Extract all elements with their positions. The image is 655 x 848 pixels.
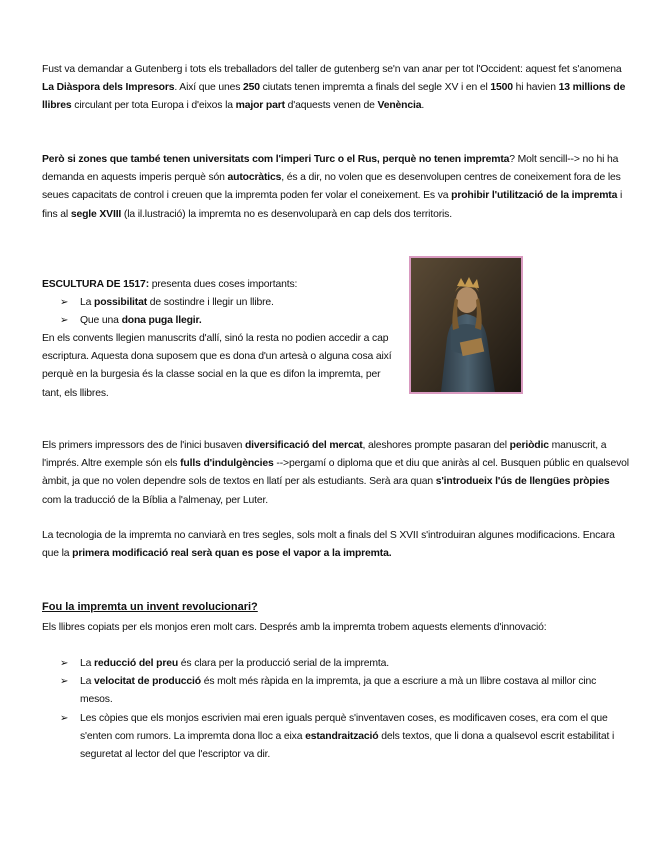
bold-text: 1500 — [490, 82, 513, 94]
arrow-bullet-icon: ➢ — [60, 712, 69, 724]
arrow-bullet-icon: ➢ — [60, 315, 69, 327]
text: dels textos, que li dona a qualsevol escrit estabilitat i seguretat al lector del que l'escriptor va dir. — [80, 730, 615, 761]
text: com la traducció de la Bíblia a l'almenay, per Luter. — [42, 494, 269, 506]
bold-text: estandraització — [305, 730, 379, 742]
innovation-bullet-list — [60, 655, 630, 764]
text: Els primers impressors des de l'inici busaven — [42, 440, 245, 451]
text: Fust va demandar a Gutenberg i tots els treballadors del taller de gutenberg se'n van anar per tot l'Occident: aquest fet s'anomena — [42, 64, 622, 75]
text: -->pergamí o diploma que et diu que aniràs al cel. Busquen públic en qualsevol àmbit, ja que no volen dependre sols de textos en llatí per als estudiants. Serà ara quan — [42, 458, 629, 488]
arrow-bullet-icon: ➢ — [60, 297, 69, 308]
bold-text: ESCULTURA DE 1517: — [42, 279, 149, 290]
paragraph-diaspora — [42, 61, 630, 116]
text: i fins al — [42, 190, 623, 220]
bold-text: primera modificació real serà quan es pose el vapor a la impremta. — [72, 548, 392, 560]
sculpture-photo-icon — [409, 256, 523, 394]
paragraph-technology — [42, 527, 630, 563]
bold-text: possibilitat — [94, 297, 148, 308]
paragraph-monks — [42, 619, 630, 637]
text: , és a dir, no volen que es desenvolupen centres de coneixement fora de les seues capacitats de control i creuen que la impremta poden fer volar el coneixement. Es va — [42, 172, 621, 202]
text: manuscrit, a l'imprés. Altre exemple són els — [42, 440, 607, 470]
arrow-bullet-icon: ➢ — [60, 676, 69, 688]
text: La — [80, 676, 94, 688]
list-item — [60, 312, 390, 330]
text: , aleshores prompte pasaran del — [362, 440, 510, 451]
bold-text: Venència — [377, 100, 422, 112]
text: ? Molt sencill--> no hi ha demanda en aquests imperis perquè són — [42, 154, 619, 184]
text: La tecnologia de la impremta no canviarà en tres segles, sols molt a finals del S XVII s'introduiran algunes modificacions. Encara que la — [42, 530, 615, 560]
paragraph-convents — [42, 330, 402, 403]
sculpture-illustration — [411, 258, 521, 392]
list-item — [60, 673, 630, 709]
text: . — [421, 100, 425, 112]
bold-text: Però si zones que també tenen universitats com l'imperi Turc o el Rus, perquè no tenen impremta — [42, 154, 510, 165]
bold-text: 13 millions de llibres — [42, 82, 626, 112]
bold-text: periòdic — [509, 440, 549, 451]
bold-text: reducció del preu — [94, 658, 179, 669]
text: hi havien — [512, 82, 559, 94]
text: En els convents llegien manuscrits d'allí, sinó la resta no podien accedir a cap escriptura. Aquesta dona suposem que es dona d'un artesà o alguna cosa així perquè en la burgesia és la classe social en la que es difon la impremta, per tant, els llibres. — [42, 333, 392, 399]
bold-text: major part — [235, 100, 285, 112]
text: ciutats tenen impremta a finals del segle XV i en el — [259, 82, 491, 94]
text: és clara per la producció serial de la impremta. — [178, 658, 390, 669]
bold-text: La Diàspora dels Impresors — [42, 82, 175, 94]
bold-text: fulls d'indulgències — [180, 458, 274, 470]
bold-text: velocitat de producció — [94, 676, 201, 688]
arrow-bullet-icon: ➢ — [60, 658, 69, 669]
paragraph-sculpture-title — [42, 276, 402, 294]
bold-text: dona puga llegir. — [121, 315, 202, 327]
bold-text: segle XVIII — [70, 208, 122, 220]
text: La — [80, 297, 94, 308]
text: de sostindre i llegir un llibre. — [147, 297, 274, 308]
paragraph-first-printers — [42, 437, 630, 510]
text: (la il.lustració) la impremta no es desenvoluparà en cap dels dos territoris. — [121, 208, 452, 220]
bold-text: prohibir l'utilització de la impremta — [451, 190, 618, 202]
list-item — [60, 294, 390, 312]
paragraph-empires — [42, 151, 630, 224]
text: circulant per tota Europa i d'eixos la — [71, 100, 236, 112]
section-heading: Fou la impremta un invent revolucionari? — [42, 601, 258, 613]
text: La — [80, 658, 94, 669]
text: d'aquests venen de — [284, 100, 378, 112]
text: és molt més ràpida en la impremta, ja que a escriure a mà un llibre costava al millor cinc mesos. — [80, 676, 597, 706]
list-item — [60, 710, 630, 765]
text: Els llibres copiats per els monjos eren molt cars. Després amb la impremta trobem aquests elements d'innovació: — [42, 622, 547, 633]
bold-text: s'introdueix l'ús de llengües pròpies — [435, 476, 610, 488]
bold-text: diversificació del mercat — [244, 440, 363, 451]
bold-text: 250 — [243, 82, 260, 94]
text: Les còpies que els monjos escrivien mai eren iguals perquè s'inventaven coses, es modificaven coses, era com el que s'enten com rumors. La impremta dona lloc a eixa — [80, 712, 608, 742]
text: Que una — [80, 315, 122, 327]
list-item — [60, 655, 630, 673]
bold-text: autocràtics — [227, 172, 282, 184]
text: . Així que unes — [174, 82, 244, 94]
text: presenta dues coses importants: — [149, 279, 298, 290]
sculpture-bullet-list — [60, 294, 390, 330]
